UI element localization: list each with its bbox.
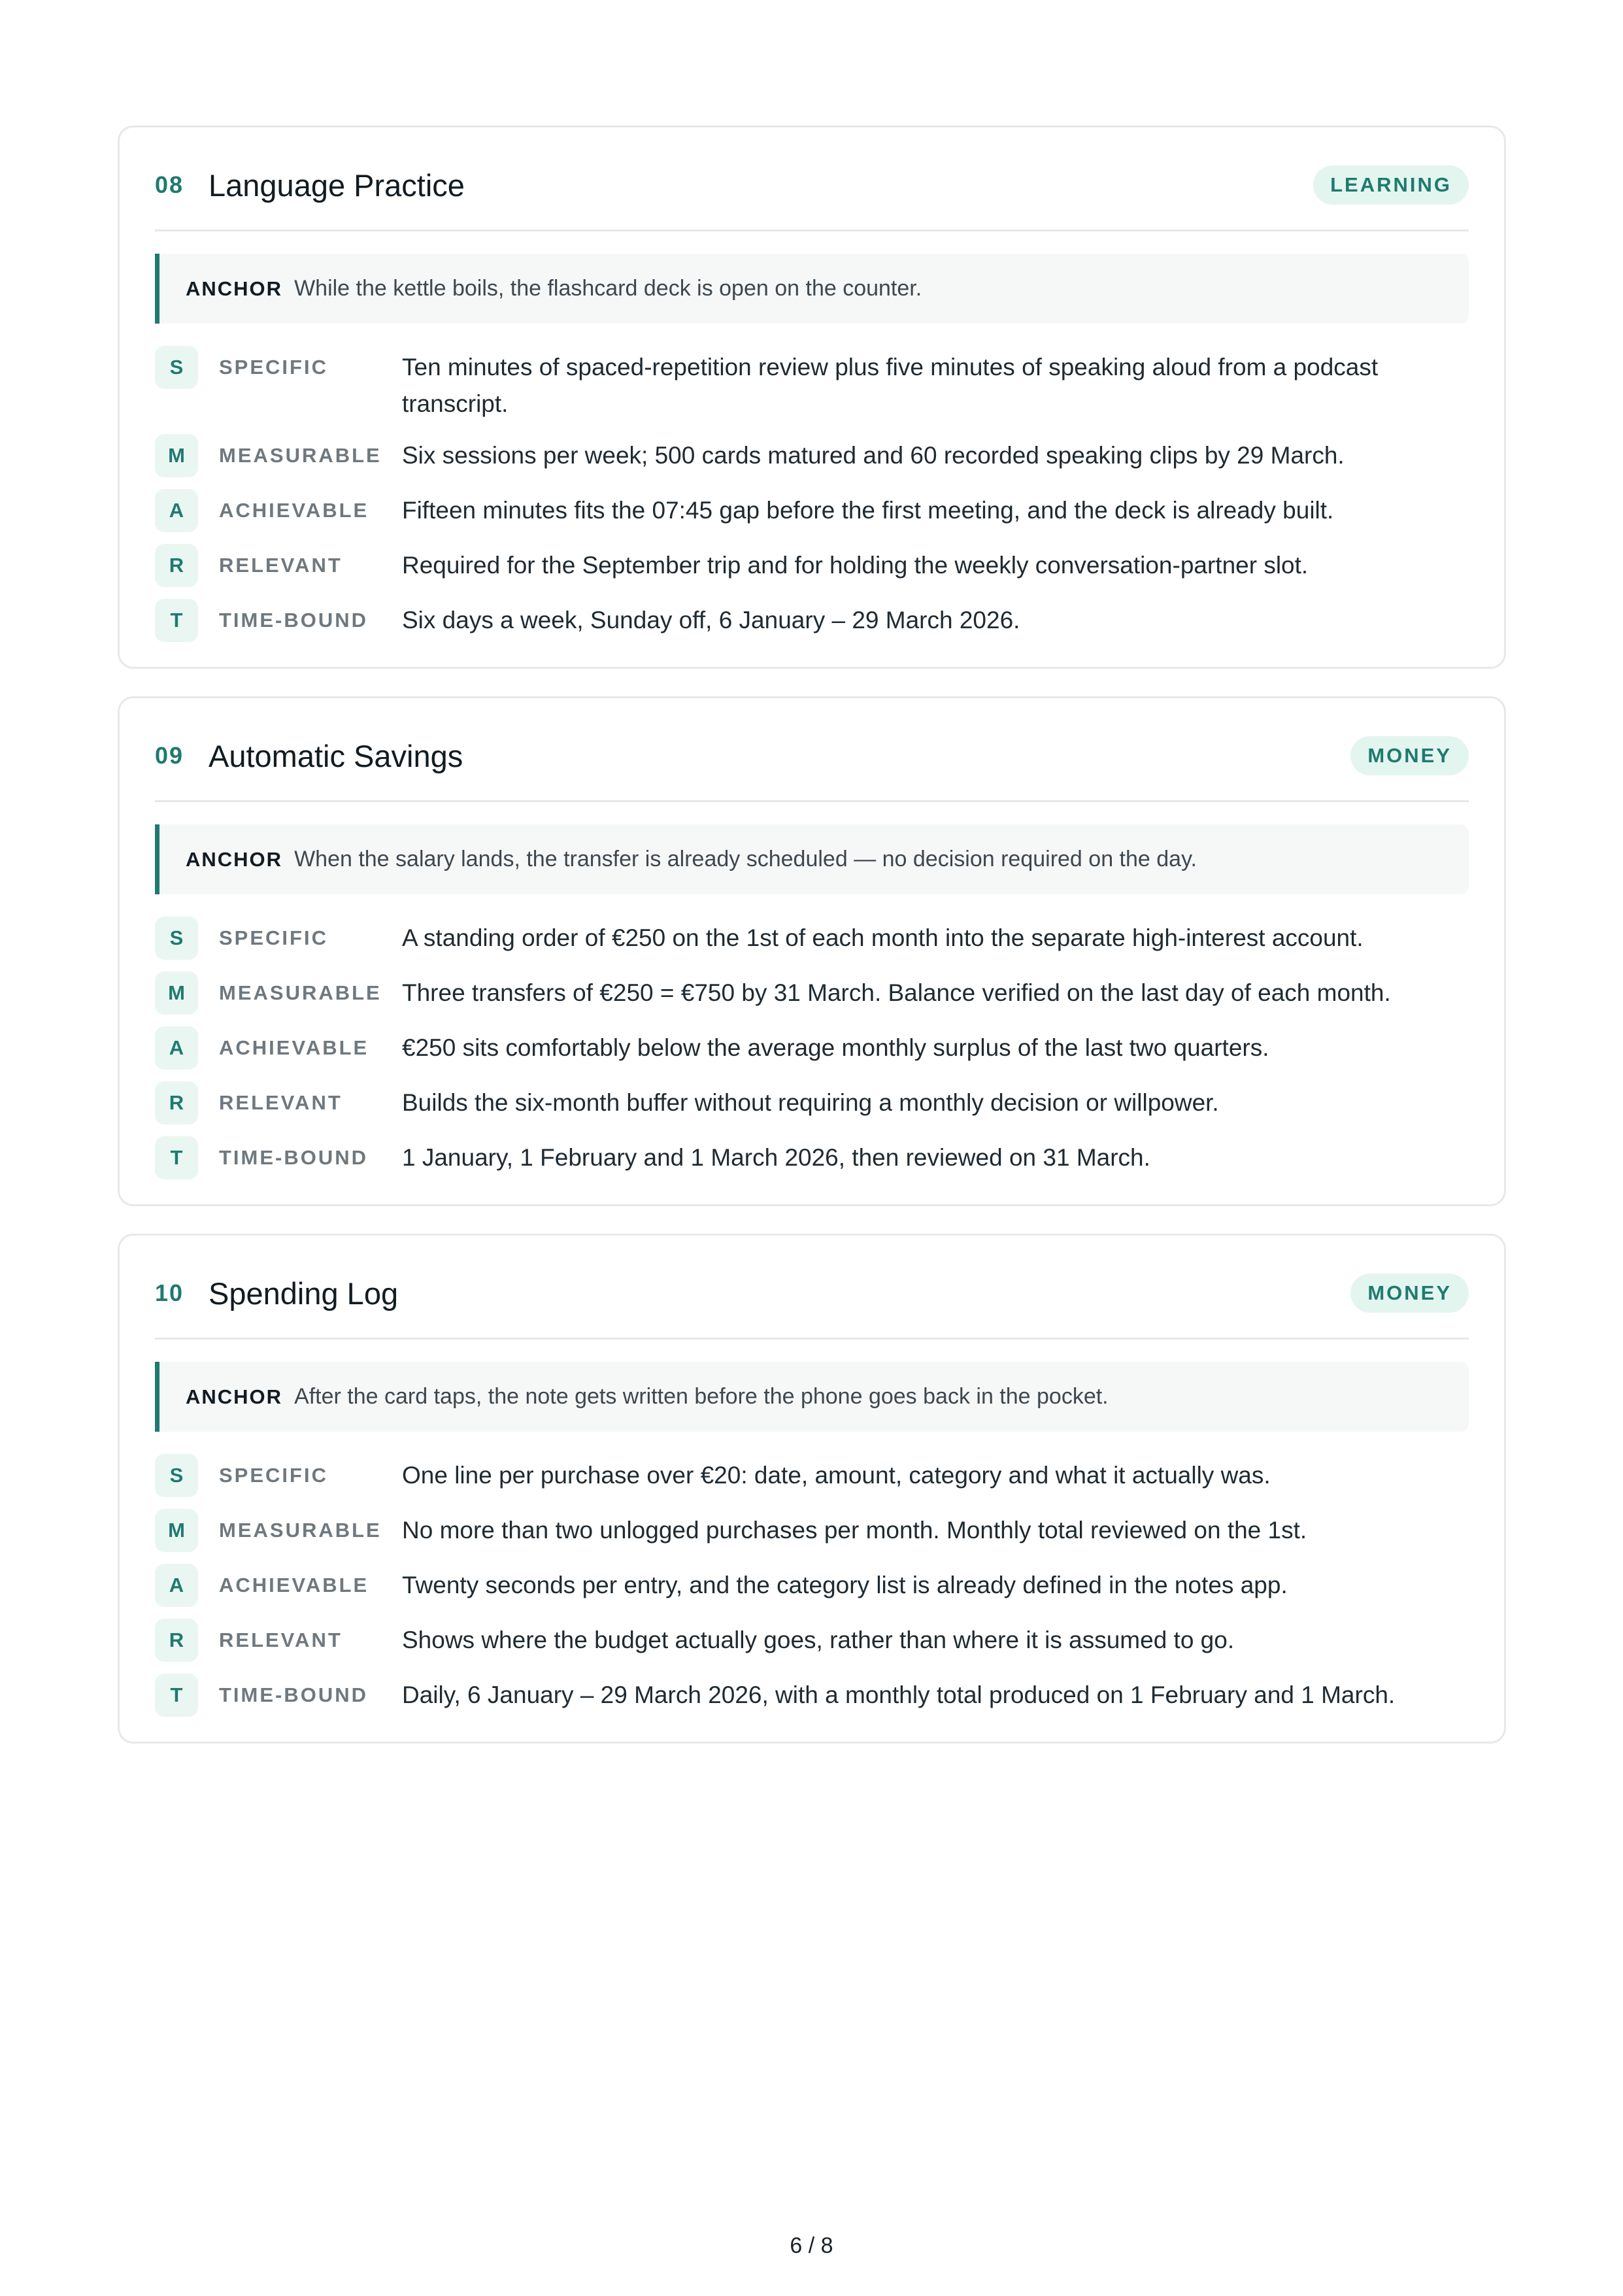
anchor-box	[155, 254, 1469, 324]
card-header	[155, 730, 1469, 802]
criterion-label: RELEVANT	[219, 554, 343, 577]
smart-row	[155, 1619, 1469, 1662]
smart-row	[155, 434, 1469, 477]
smart-row	[155, 544, 1469, 587]
smart-letter-badge: M	[155, 1509, 198, 1552]
smart-letter-badge: S	[155, 346, 198, 389]
goal-card	[118, 126, 1506, 669]
criterion-label: ACHIEVABLE	[219, 1574, 369, 1596]
smart-row	[155, 1081, 1469, 1124]
card-title: Automatic Savings	[209, 738, 463, 773]
smart-row	[155, 1454, 1469, 1497]
card-number: 10	[155, 1279, 184, 1306]
criterion-text: Shows where the budget actually goes, rather than where it is assumed to go.	[402, 1627, 1235, 1653]
criterion-label: SPECIFIC	[219, 926, 328, 949]
criterion-text: Six days a week, Sunday off, 6 January – 29 March 2026.	[402, 607, 1020, 633]
criterion-text: One line per purchase over €20: date, amount, category and what it actually was.	[402, 1462, 1271, 1489]
criterion-text: Three transfers of €250 = €750 by 31 March. Balance verified on the last day of each month.	[402, 979, 1391, 1006]
criterion-label: MEASURABLE	[219, 1519, 382, 1542]
smart-row	[155, 1026, 1469, 1070]
card-title: Spending Log	[209, 1275, 399, 1311]
criterion-label: TIME-BOUND	[219, 1146, 369, 1169]
category-tag: MONEY	[1350, 1274, 1469, 1313]
smart-letter-badge: A	[155, 1026, 198, 1070]
criterion-label: ACHIEVABLE	[219, 499, 369, 522]
criterion-label: SPECIFIC	[219, 1464, 328, 1487]
smart-letter-badge: M	[155, 434, 198, 477]
smart-list	[155, 1454, 1469, 1717]
page-number: 6 / 8	[790, 2233, 833, 2258]
smart-letter-badge: T	[155, 1136, 198, 1179]
smart-letter-badge: A	[155, 489, 198, 532]
card-header	[155, 159, 1469, 231]
criterion-text: Daily, 6 January – 29 March 2026, with a monthly total produced on 1 February and 1 March.	[402, 1681, 1396, 1708]
anchor-text: When the salary lands, the transfer is already scheduled — no decision required on the day.	[294, 847, 1197, 871]
smart-row	[155, 1509, 1469, 1552]
smart-row	[155, 971, 1469, 1015]
criterion-text: Six sessions per week; 500 cards matured and 60 recorded speaking clips by 29 March.	[402, 442, 1345, 469]
anchor-box	[155, 1362, 1469, 1432]
smart-letter-badge: T	[155, 1674, 198, 1717]
category-tag: LEARNING	[1313, 165, 1469, 205]
criterion-label: TIME-BOUND	[219, 1683, 369, 1706]
card-title: Language Practice	[209, 167, 465, 203]
criterion-label: SPECIFIC	[219, 356, 328, 379]
smart-row	[155, 489, 1469, 532]
criterion-text: Twenty seconds per entry, and the category list is already defined in the notes app.	[402, 1572, 1288, 1598]
card-header	[155, 1267, 1469, 1340]
smart-letter-badge: R	[155, 1081, 198, 1124]
card-number: 09	[155, 742, 184, 769]
criterion-label: ACHIEVABLE	[219, 1036, 369, 1059]
smart-letter-badge: R	[155, 1619, 198, 1662]
smart-letter-badge: R	[155, 544, 198, 587]
smart-letter-badge: M	[155, 971, 198, 1015]
goal-card	[118, 696, 1506, 1206]
smart-letter-badge: S	[155, 917, 198, 960]
smart-row	[155, 346, 1469, 422]
criterion-text: A standing order of €250 on the 1st of each month into the separate high-interest account.	[402, 924, 1364, 951]
smart-letter-badge: T	[155, 599, 198, 642]
smart-row	[155, 1674, 1469, 1717]
criterion-text: Fifteen minutes fits the 07:45 gap before the first meeting, and the deck is already built.	[402, 497, 1334, 524]
criterion-text: Required for the September trip and for holding the weekly conversation-partner slot.	[402, 552, 1309, 579]
anchor-label: ANCHOR	[186, 1385, 283, 1408]
anchor-label: ANCHOR	[186, 848, 283, 871]
anchor-text: While the kettle boils, the flashcard deck is open on the counter.	[294, 276, 922, 301]
criterion-text: 1 January, 1 February and 1 March 2026, then reviewed on 31 March.	[402, 1144, 1150, 1171]
criterion-text: Ten minutes of spaced-repetition review plus five minutes of speaking aloud from a podcast transcript.	[402, 354, 1379, 417]
category-tag: MONEY	[1350, 736, 1469, 775]
smart-row	[155, 599, 1469, 642]
anchor-label: ANCHOR	[186, 277, 283, 300]
smart-list	[155, 917, 1469, 1179]
goal-card	[118, 1234, 1506, 1744]
goal-cards	[118, 126, 1506, 1771]
smart-letter-badge: A	[155, 1564, 198, 1607]
criterion-label: MEASURABLE	[219, 444, 382, 467]
card-number: 08	[155, 171, 184, 198]
criterion-text: No more than two unlogged purchases per month. Monthly total reviewed on the 1st.	[402, 1517, 1307, 1544]
smart-row	[155, 1136, 1469, 1179]
anchor-text: After the card taps, the note gets written before the phone goes back in the pocket.	[294, 1384, 1109, 1409]
criterion-label: RELEVANT	[219, 1629, 343, 1651]
criterion-label: RELEVANT	[219, 1091, 343, 1114]
criterion-label: TIME-BOUND	[219, 609, 369, 632]
smart-row	[155, 917, 1469, 960]
criterion-label: MEASURABLE	[219, 981, 382, 1004]
anchor-box	[155, 824, 1469, 894]
criterion-text: Builds the six-month buffer without requiring a monthly decision or willpower.	[402, 1089, 1219, 1116]
criterion-text: €250 sits comfortably below the average monthly surplus of the last two quarters.	[402, 1034, 1269, 1061]
smart-letter-badge: S	[155, 1454, 198, 1497]
smart-row	[155, 1564, 1469, 1607]
smart-list	[155, 346, 1469, 642]
